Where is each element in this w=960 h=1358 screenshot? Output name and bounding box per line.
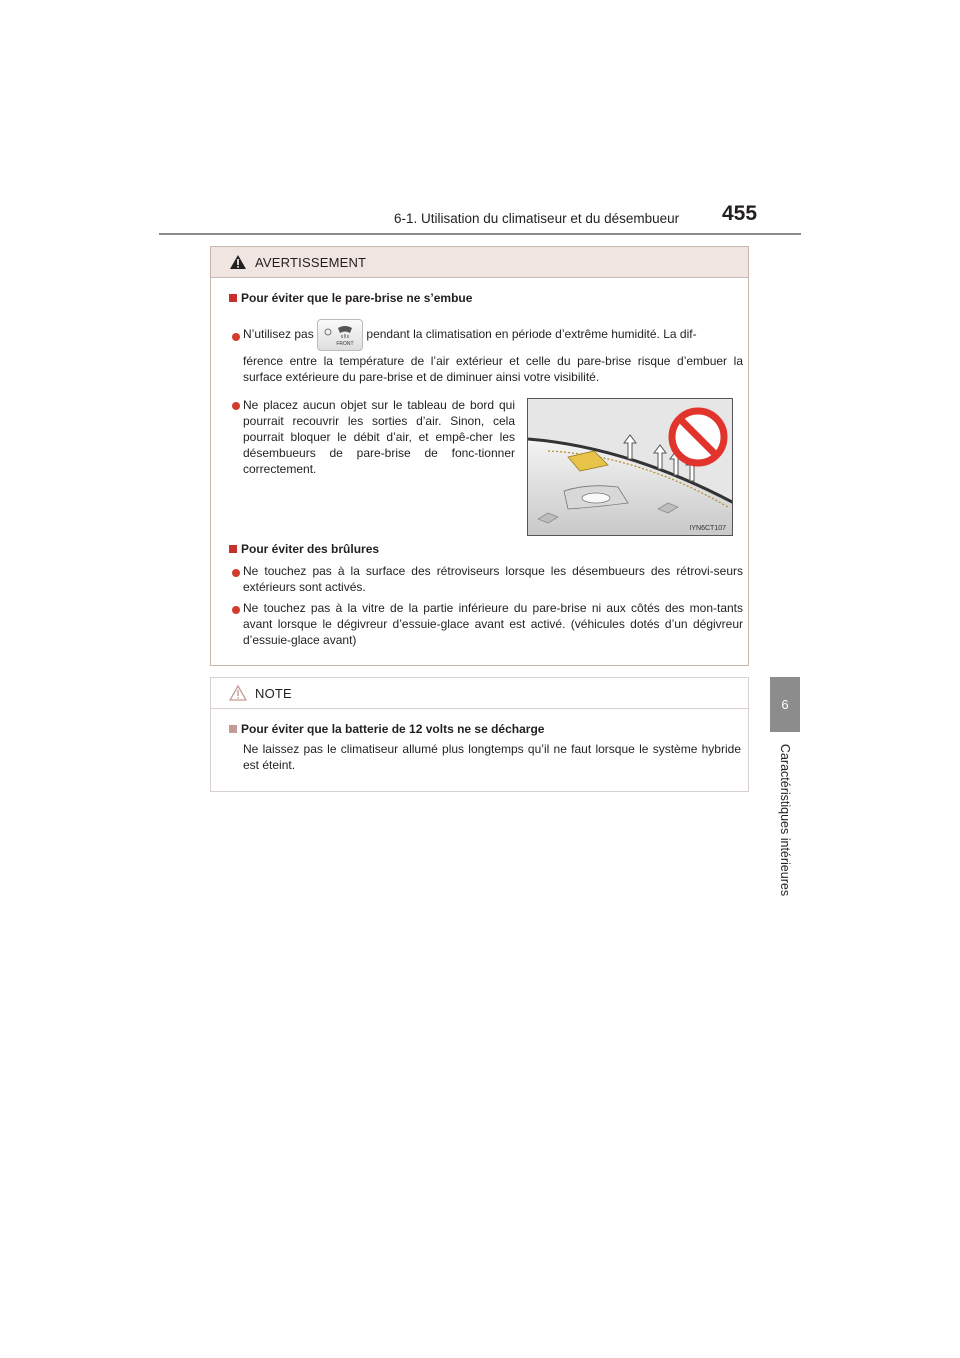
section-heading-burns <box>229 542 379 556</box>
bullet-dot-icon <box>232 402 240 410</box>
warning-box <box>210 246 749 666</box>
bullet-dot-icon <box>232 569 240 577</box>
bullet-front-defog <box>243 319 743 351</box>
warning-triangle-icon <box>229 254 247 270</box>
bullet-windshield: Ne touchez pas à la vitre de la partie inférieure du pare-brise ni aux côtés des mon-tants avant lorsque le dégivreur d’essuie-glace avant est activé. (véhicules dotés d’un dégivreur d’essuie-glace avant) <box>243 601 743 647</box>
note-body: Ne laissez pas le climatiseur allumé plus longtemps qu’il ne faut lorsque le système hybride est éteint. <box>243 742 741 772</box>
dashboard-illustration <box>527 398 733 536</box>
button-label: FRONT <box>336 341 354 347</box>
square-bullet-icon <box>229 725 237 733</box>
header-rule <box>159 233 801 235</box>
square-bullet-icon <box>229 294 237 302</box>
figure-code: IYN6CT107 <box>689 525 726 532</box>
chapter-title: Caractéristiques intérieures <box>778 743 792 897</box>
note-title: NOTE <box>255 685 292 701</box>
section-heading-text: Pour éviter des brûlures <box>241 542 380 556</box>
warning-title: AVERTISSEMENT <box>255 254 367 270</box>
dashboard-drawing <box>528 399 733 536</box>
bullet-text-after: pendant la climatisation en période d’extrême humidité. La dif- <box>366 327 697 342</box>
square-bullet-icon <box>229 545 237 553</box>
bullet-dot-icon <box>232 333 240 341</box>
bullet-mirrors: Ne touchez pas à la surface des rétroviseurs lorsque les désembueurs des rétrovi-seurs extérieurs sont activés. <box>243 564 743 594</box>
page-number: 455 <box>722 202 758 225</box>
section-heading-text: Pour éviter que le pare-brise ne s’embue <box>241 291 473 305</box>
chapter-tab: 6 <box>770 677 800 732</box>
bullet-dot-icon <box>232 606 240 614</box>
note-heading <box>229 722 544 736</box>
caution-triangle-icon <box>229 685 247 701</box>
note-header <box>211 678 748 709</box>
note-heading-text: Pour éviter que la batterie de 12 volts ne se décharge <box>241 722 545 736</box>
warning-header <box>211 247 748 278</box>
bullet-text-before: N’utilisez pas <box>243 327 314 342</box>
section-heading-fog <box>229 291 472 305</box>
note-box <box>210 677 749 792</box>
section-title: 6-1. Utilisation du climatiseur et du désembueur <box>394 211 680 226</box>
bullet-front-defog-cont: férence entre la température de l’air extérieur et celle du pare-brise risque d’embuer la surface extérieure du pare-brise et de diminuer ainsi votre visibilité. <box>243 354 743 384</box>
front-defogger-button-icon <box>317 319 363 351</box>
bullet-dashboard-objects: Ne placez aucun objet sur le tableau de bord qui pourrait recouvrir les sorties d’air. Sinon, cela pourrait bloquer le débit d’air, et empê-cher les désembueurs de pare-brise de fonc-tionner correctement. <box>243 398 515 476</box>
